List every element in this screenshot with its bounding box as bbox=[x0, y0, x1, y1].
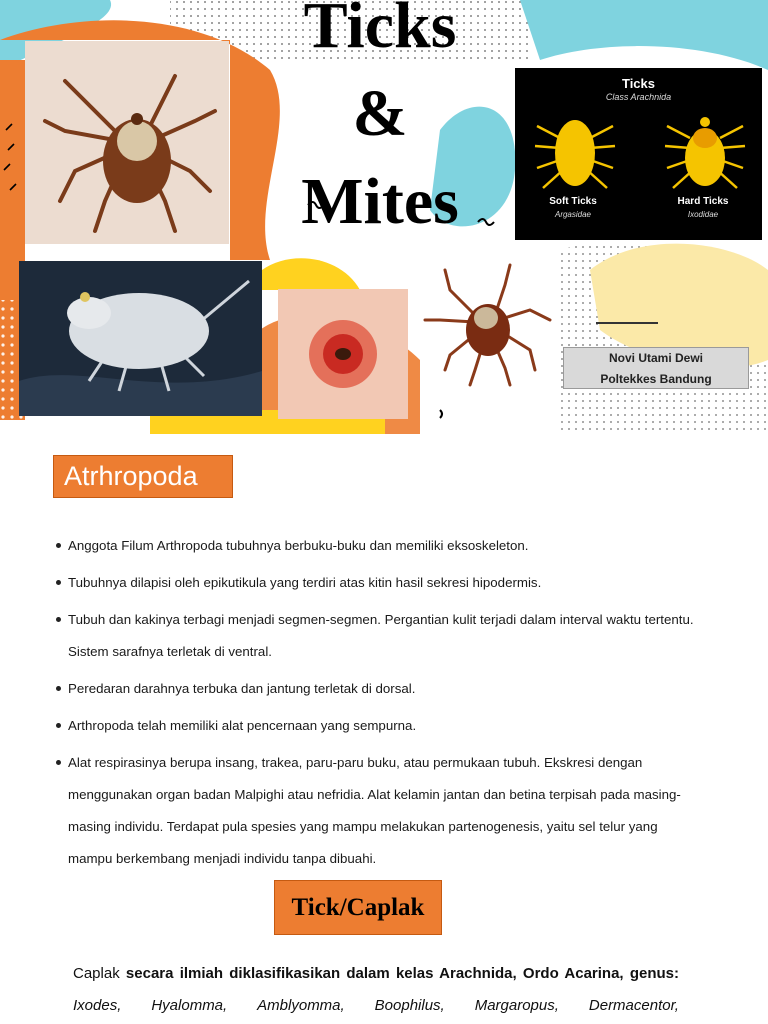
bullet-item: Alat respirasinya berupa insang, trakea, paru-paru buku, atau permukaan tubuh. Ekskresi dengan menggunakan organ badan Malpighi atau nefridia. Alat kelamin jantan dan betina terpisah pada masing-masing individu. Terdapat pula spesies yang mampu melakukan partenogenesis, yaitu sel telur yang mampu berkembang menjadi individu tanpa dibuahi. bbox=[56, 747, 696, 875]
genus-name: Ixodes, bbox=[73, 997, 122, 1014]
bullet-item: Peredaran darahnya terbuka dan jantung terletak di dorsal. bbox=[56, 673, 696, 705]
arthropoda-bullet-list bbox=[56, 530, 696, 875]
mite-photo bbox=[19, 261, 262, 416]
author-name: Novi Utami Dewi bbox=[608, 351, 704, 365]
tick-photo-2 bbox=[420, 260, 555, 390]
tick-classification-paragraph bbox=[73, 958, 679, 989]
title-line-ampersand: & bbox=[352, 77, 408, 150]
bullet-item: Anggota Filum Arthropoda tubuhnya berbuku-buku dan memiliki eksoskeleton. bbox=[56, 530, 696, 562]
genus-name: Amblyomma, bbox=[257, 997, 345, 1014]
ticks-classification-diagram bbox=[515, 68, 762, 240]
divider-line bbox=[596, 322, 658, 324]
tick-illustrations bbox=[515, 108, 762, 198]
genus-name: Dermacentor, bbox=[588, 997, 679, 1014]
soft-ticks-label: Soft Ticks bbox=[549, 196, 597, 207]
section-heading-tick: Tick/Caplak bbox=[274, 880, 442, 935]
genus-name: Boophilus, bbox=[374, 997, 445, 1014]
title-line-mites: Mites bbox=[301, 165, 459, 238]
genus-name: Margaropus, bbox=[474, 997, 559, 1014]
author-institution: Poltekkes Bandung bbox=[600, 372, 712, 386]
tick-bite-photo bbox=[278, 289, 408, 419]
bullet-item: Tubuhnya dilapisi oleh epikutikula yang terdiri atas kitin hasil sekresi hipodermis. bbox=[56, 567, 696, 599]
title-line-ticks: Ticks bbox=[303, 0, 457, 62]
bullet-item: Tubuh dan kakinya terbagi menjadi segmen-segmen. Pergantian kulit terjadi dalam interval waktu tertentu. Sistem sarafnya terletak di ventral. bbox=[56, 604, 696, 668]
bullet-item: Arthropoda telah memiliki alat pencernaan yang sempurna. bbox=[56, 710, 696, 742]
cover-banner bbox=[0, 0, 768, 434]
genus-name: Hyalomma, bbox=[151, 997, 228, 1014]
soft-ticks-family: Argasidae bbox=[554, 210, 592, 219]
tick-photo-1 bbox=[25, 41, 229, 244]
diagram-subtitle: Class Arachnida bbox=[605, 92, 672, 102]
diagram-title: Ticks bbox=[621, 76, 655, 91]
genera-list bbox=[73, 992, 679, 1020]
para-first-word: Caplak bbox=[73, 965, 120, 982]
hard-ticks-label: Hard Ticks bbox=[677, 196, 729, 207]
cover-title bbox=[270, 0, 490, 246]
hard-ticks-family: Ixodidae bbox=[687, 210, 719, 219]
para-rest: secara ilmiah diklasifikasikan dalam kelas Arachnida, Ordo Acarina, genus: bbox=[119, 965, 679, 982]
author-box bbox=[563, 347, 749, 389]
section-heading-arthropoda: Atrhropoda bbox=[53, 455, 233, 498]
